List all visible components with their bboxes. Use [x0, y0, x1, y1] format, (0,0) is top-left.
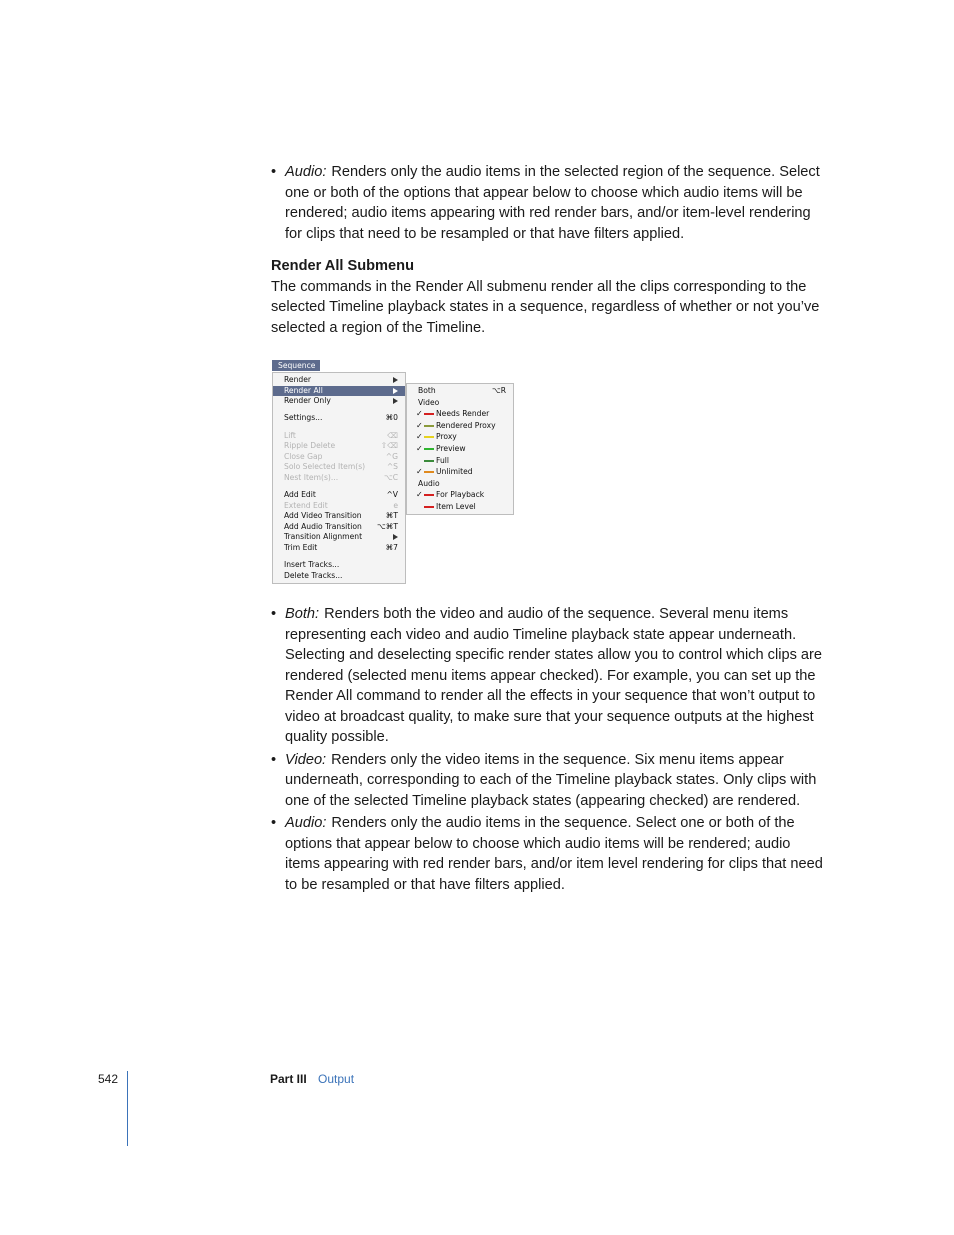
menu-item-label: Render Only — [284, 396, 331, 405]
checkmark-icon: ✓ — [416, 420, 423, 430]
submenu-item-audio[interactable] — [407, 478, 513, 490]
menu-item-add-audio-transition[interactable] — [273, 522, 405, 533]
submenu-item-label: For Playback — [436, 490, 485, 500]
section-block — [271, 256, 823, 338]
checkmark-icon: ✓ — [416, 432, 423, 442]
section-heading: Render All Submenu — [271, 258, 414, 274]
menu-item-render[interactable] — [273, 375, 405, 386]
submenu-item-label: Video — [418, 397, 440, 407]
menu-item-shortcut: ⌘T — [385, 511, 398, 520]
menu-item-solo-selected-item-s — [273, 462, 405, 473]
checkmark-icon: ✓ — [416, 467, 423, 477]
submenu-item-label: Full — [436, 455, 449, 465]
submenu-item-label: Audio — [418, 478, 440, 488]
bullet-item-video — [271, 750, 823, 812]
menu-item-label: Nest Item(s)... — [284, 472, 339, 482]
submenu-item-label: Rendered Proxy — [436, 420, 496, 430]
checkmark-icon: ✓ — [416, 444, 423, 453]
menu-item-settings[interactable] — [273, 413, 405, 424]
menu-item-add-video-transition[interactable] — [273, 511, 405, 522]
menu-item-nest-item-s — [273, 473, 405, 484]
bullet-text: Renders only the audio items in the sequence. Select one or both of the options that appear below to choose which audio items will be rendered; audio items appearing with red render bars, and/or item level rendering for clips that need to be resampled or that have filters applied. — [285, 815, 823, 893]
footer-part: Part III — [270, 1072, 307, 1086]
menu-item-label: Lift — [284, 430, 296, 440]
menu-item-shortcut: ⌥⌘T — [377, 521, 398, 531]
menu-item-lift — [273, 431, 405, 442]
bullet-text: Renders both the video and audio of the sequence. Several menu items representing each video and audio Timeline playback state appear underneath. Selecting and deselecting specific render states allow you to control which clips are rendered (selected menu items appear checked). For example, you can set up the Render All command to render all the effects in your sequence that won’t output to video at broadcast quality, to make sure that your sequence outputs at the highest quality possible. — [285, 606, 823, 745]
bullet-dot: • — [271, 751, 277, 768]
menu-item-shortcut: ⌘7 — [385, 542, 398, 552]
bullet-term: Audio: — [285, 164, 327, 180]
submenu-item-preview[interactable] — [407, 443, 513, 455]
submenu-item-label: Preview — [436, 444, 466, 453]
bullet-list — [271, 604, 823, 897]
menu-item-shortcut: ^G — [385, 451, 398, 461]
submenu-item-video[interactable] — [407, 397, 513, 409]
menu-item-label: Close Gap — [284, 451, 323, 461]
render-bar-icon — [424, 494, 434, 496]
menu-item-close-gap — [273, 452, 405, 463]
menu-item-shortcut: ⇧⌫ — [380, 441, 398, 450]
render-bar-icon — [424, 425, 434, 427]
submenu-item-needs-render[interactable] — [407, 408, 513, 420]
submenu-item-for-playback[interactable] — [407, 489, 513, 501]
footer-section-link[interactable]: Output — [318, 1072, 355, 1086]
page-number: 542 — [98, 1072, 119, 1086]
render-bar-icon — [424, 448, 434, 450]
render-bar-icon — [424, 471, 434, 473]
render-bar-icon — [424, 506, 434, 508]
submenu-item-label: Unlimited — [436, 467, 473, 477]
render-bar-icon — [424, 460, 434, 462]
menu-item-label: Render — [284, 375, 312, 384]
menu-item-insert-tracks[interactable] — [273, 560, 405, 571]
menu-item-shortcut: e — [393, 500, 398, 510]
menu-item-label: Ripple Delete — [284, 441, 336, 450]
footer-divider — [127, 1071, 128, 1146]
submenu-arrow-icon — [393, 388, 398, 394]
sequence-menu-screenshot — [272, 359, 515, 587]
bullet-item-audio — [271, 813, 823, 895]
menu-item-add-edit[interactable] — [273, 490, 405, 501]
menu-item-shortcut: ⌥C — [383, 472, 398, 482]
bullet-dot: • — [271, 815, 277, 831]
bullet-text: Renders only the audio items in the selected region of the sequence. Select one or both of the options that appear below to choose which audio items will be rendered; audio items appearing with red render bars, and/or item-level rendering for clips that need to be resampled or that have filters applied. — [285, 164, 820, 242]
submenu-item-item-level[interactable] — [407, 501, 513, 513]
submenu-item-shortcut: ⌥R — [491, 386, 506, 395]
submenu-item-label: Both — [418, 386, 436, 395]
submenu-item-label: Proxy — [436, 432, 457, 442]
submenu-item-rendered-proxy[interactable] — [407, 420, 513, 432]
submenu-arrow-icon — [393, 377, 398, 383]
submenu-item-unlimited[interactable] — [407, 466, 513, 478]
menu-item-transition-alignment[interactable] — [273, 532, 405, 543]
submenu-item-full[interactable] — [407, 455, 513, 467]
checkmark-icon: ✓ — [416, 409, 423, 419]
menu-item-label: Add Video Transition — [284, 511, 362, 520]
menu-item-label: Settings... — [284, 413, 323, 422]
menu-item-shortcut: ⌘0 — [385, 413, 398, 422]
submenu-arrow-icon — [393, 398, 398, 404]
menu-item-label: Render All — [284, 385, 323, 395]
submenu-item-both[interactable] — [407, 385, 513, 397]
menu-item-label: Solo Selected Item(s) — [284, 462, 366, 471]
render-bar-icon — [424, 436, 434, 438]
menu-title[interactable]: Sequence — [272, 360, 320, 371]
submenu-arrow-icon — [393, 534, 398, 540]
menu-item-label: Trim Edit — [284, 542, 318, 552]
submenu-item-label: Needs Render — [436, 409, 490, 419]
menu-item-ripple-delete — [273, 441, 405, 452]
menu-item-label: Add Edit — [284, 490, 316, 499]
menu-item-label: Extend Edit — [284, 500, 328, 510]
render-all-submenu — [406, 383, 514, 515]
checkmark-icon: ✓ — [416, 490, 423, 500]
bullet-text: Renders only the video items in the sequence. Six menu items appear underneath, corresponding to each of the Timeline playback states. Only clips with one of the selected Timeline playback states (appearing checked) are rendered. — [285, 751, 817, 809]
bullet-term: Both: — [285, 606, 320, 622]
menu-item-render-all[interactable] — [273, 386, 405, 397]
menu-item-shortcut: ⌫ — [387, 430, 398, 440]
menu-item-shortcut: ^S — [386, 462, 398, 471]
bullet-item-both — [271, 604, 823, 748]
bullet-dot: • — [271, 164, 277, 180]
top-bullet-list — [271, 162, 823, 246]
menu-item-label: Delete Tracks... — [284, 570, 343, 580]
menu-item-shortcut: ^V — [386, 490, 398, 499]
menu-item-label: Transition Alignment — [284, 532, 363, 541]
menu-item-label: Add Audio Transition — [284, 521, 362, 531]
bullet-dot: • — [271, 606, 277, 622]
menu-item-label: Insert Tracks... — [284, 560, 340, 569]
menu-item-trim-edit[interactable] — [273, 543, 405, 554]
section-intro: The commands in the Render All submenu render all the clips corresponding to the selected Timeline playback states in a sequence, regardless of whether or not you’ve selected a region of the Timeline. — [271, 278, 820, 336]
submenu-item-label: Item Level — [436, 502, 476, 511]
menu-item-delete-tracks[interactable] — [273, 571, 405, 582]
render-bar-icon — [424, 413, 434, 415]
sequence-menu — [272, 372, 406, 584]
bullet-term: Video: — [285, 751, 327, 768]
bullet-item-audio — [271, 162, 823, 244]
menu-item-render-only[interactable] — [273, 396, 405, 407]
menu-item-extend-edit — [273, 501, 405, 512]
bullet-term: Audio: — [285, 815, 327, 831]
submenu-item-proxy[interactable] — [407, 431, 513, 443]
